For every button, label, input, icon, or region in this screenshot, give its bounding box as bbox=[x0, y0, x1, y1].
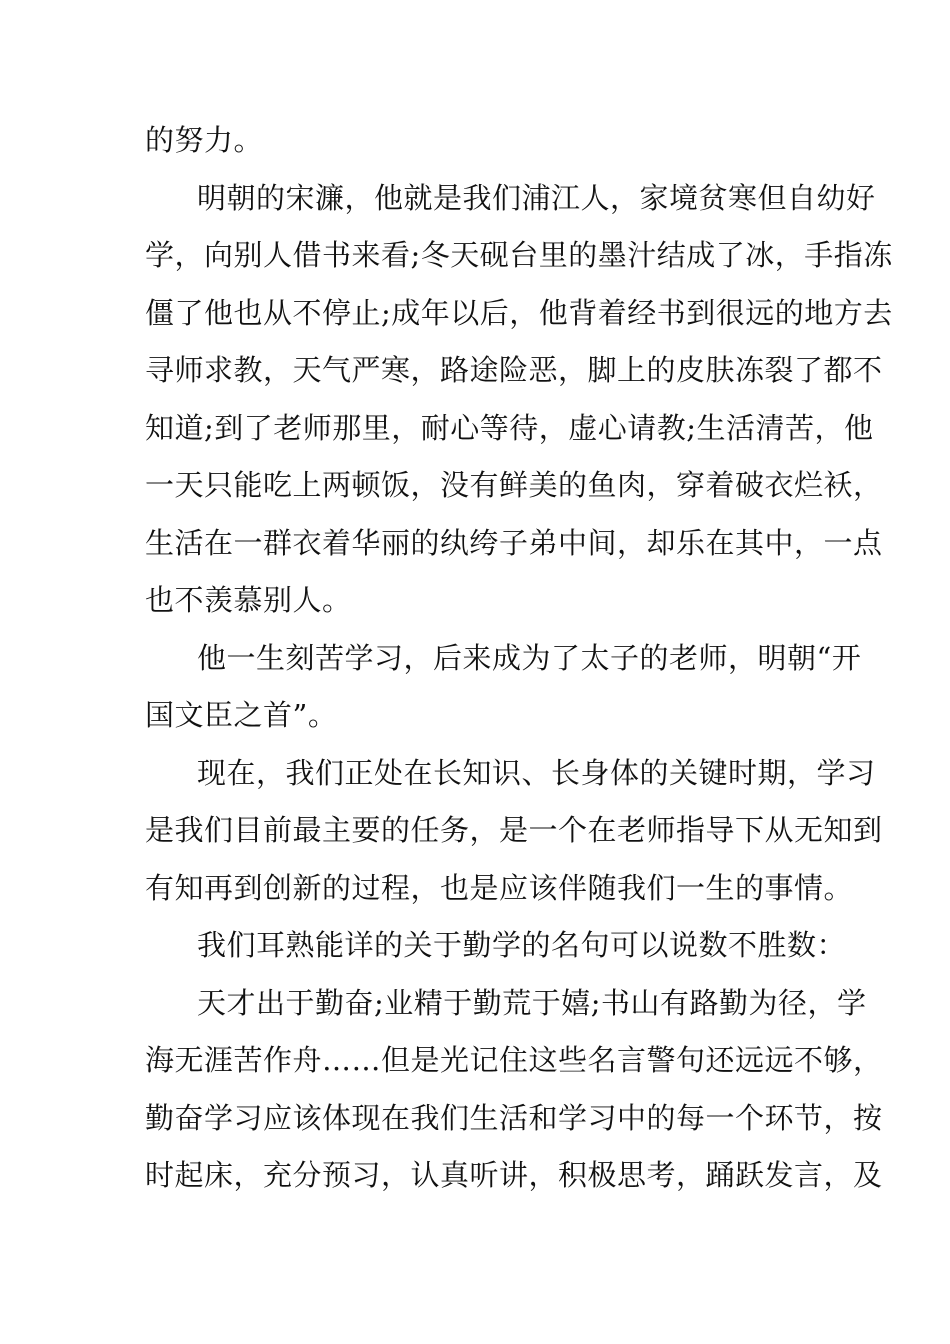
paragraph-song-lian bbox=[145, 170, 893, 630]
text-line: 寻师求教，天气严寒，路途险恶，脚上的皮肤冻裂了都不 bbox=[145, 353, 883, 387]
text-line: 的努力。 bbox=[145, 123, 264, 157]
text-line: 时起床，充分预习，认真听讲，积极思考，踊跃发言，及 bbox=[145, 1158, 883, 1192]
text-line: 是我们目前最主要的任务，是一个在老师指导下从无知到 bbox=[145, 813, 883, 847]
text-line: 现在，我们正处在长知识、长身体的关键时期，学习 bbox=[197, 755, 876, 790]
paragraph-present-time bbox=[145, 745, 883, 918]
text-line: 学，向别人借书来看;冬天砚台里的墨汁结成了冰，手指冻 bbox=[145, 238, 893, 272]
text-line: 海无涯苦作舟……但是光记住这些名言警句还远远不够， bbox=[145, 1043, 883, 1077]
text-line: 国文臣之首”。 bbox=[145, 698, 338, 732]
text-line: 我们耳熟能详的关于勤学的名句可以说数不胜数： bbox=[197, 928, 847, 962]
paragraph-0 bbox=[145, 112, 815, 170]
text-line: 他一生刻苦学习，后来成为了太子的老师，明朝“开 bbox=[197, 640, 862, 675]
text-line: 有知再到创新的过程，也是应该伴随我们一生的事情。 bbox=[145, 870, 854, 905]
text-line: 一天只能吃上两顿饭，没有鲜美的鱼肉，穿着破衣烂袄， bbox=[145, 468, 883, 502]
text-line: 也不羡慕别人。 bbox=[145, 583, 352, 617]
text-line: 明朝的宋濂，他就是我们浦江人，家境贫寒但自幼好 bbox=[197, 180, 876, 215]
paragraph-famous-sayings-intro bbox=[145, 917, 847, 975]
text-line: 勤奋学习应该体现在我们生活和学习中的每一个环节，按 bbox=[145, 1100, 883, 1135]
paragraph-famous-sayings bbox=[145, 975, 883, 1205]
text-line: 生活在一群衣着华丽的纨绔子弟中间，却乐在其中，一点 bbox=[145, 525, 883, 560]
text-line: 知道;到了老师那里，耐心等待，虚心请教;生活清苦，他 bbox=[145, 410, 874, 445]
text-line: 天才出于勤奋;业精于勤荒于嬉;书山有路勤为径，学 bbox=[197, 985, 867, 1020]
text-line: 僵了他也从不停止;成年以后，他背着经书到很远的地方去 bbox=[145, 295, 893, 330]
body-text bbox=[145, 112, 893, 1205]
paragraph-lifelong-study bbox=[145, 630, 862, 745]
